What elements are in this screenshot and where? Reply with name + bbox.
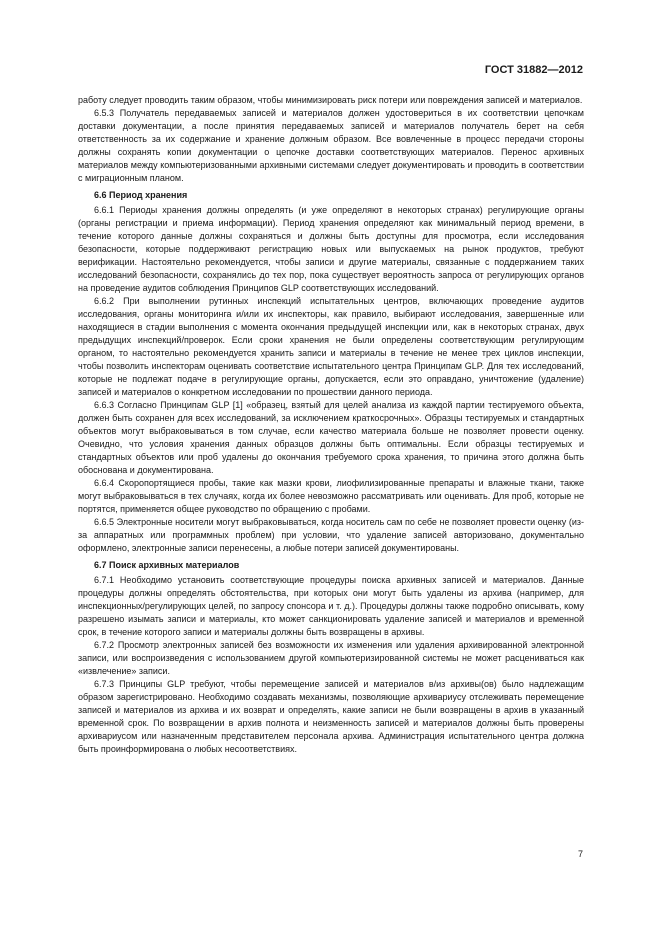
- paragraph-6-7-2: 6.7.2 Просмотр электронных записей без возможности их изменения или удаления архивированной электронной записи, или воспроизведения с использованием другой компьютеризированной системы не может расцениваться как «извлечение» записи.: [78, 640, 584, 676]
- standard-designation: ГОСТ 31882—2012: [484, 64, 583, 76]
- paragraph-6-7-1: 6.7.1 Необходимо установить соответствующие процедуры поиска архивных записей и материалов. Данные процедуры должны определять обстоятельства, при которых они могут быть удалены из архива (например, для инспекционных/регулирующих целей, по запросу спонсора и т. д.). Процедуры должны также подробно описывать, кому разрешено изымать записи и материалы, кто может санкционировать удаление записей и материалов и временной срок, в течение которого записи и материалы должны быть возвращены в архивы.: [78, 575, 584, 637]
- document-body: [78, 94, 584, 756]
- paragraph-6-6-5: 6.6.5 Электронные носители могут выбраковываться, когда носитель сам по себе не позволяет провести оценку (из-за аппаратных или программных проблем) при условии, что удаление записей авторизовано, документально оформлено, электронные записи перенесены, а любые потери записей документированы.: [78, 517, 584, 553]
- section-heading-6-7: 6.7 Поиск архивных материалов: [94, 560, 240, 570]
- paragraph-6-6-1: 6.6.1 Периоды хранения должны определять (и уже определяют в некоторых странах) регулирующие органы (органы регистрации и приема информации). Период хранения определяют как минимальный период времени, в течение которого данные должны сохраняться и должны быть доступны для просмотра, если исследования безопасности, которые поддерживают регистрацию новых или выпускаемых на рынок продуктов, требуют верификации. Настоятельно рекомендуется, чтобы записи и другие материалы, связанные с поддержанием таких исследований безопасности, сохранялись до тех пор, пока существует вероятность запроса от регулирующих органов на проведение аудитов соблюдения Принципов GLP соответствующих исследований.: [78, 205, 584, 293]
- paragraph-6-7-3: 6.7.3 Принципы GLP требуют, чтобы перемещение записей и материалов в/из архивы(ов) было надлежащим образом зарегистрировано. Необходимо создавать механизмы, позволяющие архивариусу отслеживать перемещение записей и материалов из архива и их возврат и определять, какие записи не были возвращены в архив в указанный временной срок. По возвращении в архив полнота и неизменность записей и материалов должны быть проверены архивариусом или назначенным представителем персонала архива. Администрация испытательного центра должна быть проинформирована о любых несоответствиях.: [78, 679, 584, 754]
- section-heading-6-6: 6.6 Период хранения: [94, 190, 188, 200]
- paragraph-continuation: работу следует проводить таким образом, чтобы минимизировать риск потери или повреждения записей и материалов.: [78, 95, 583, 105]
- paragraph-6-6-4: 6.6.4 Скоропортящиеся пробы, такие как мазки крови, лиофилизированные препараты и влажные ткани, также могут выбраковываться в тех случаях, когда их более невозможно рассматривать или оценивать. Для проб, которые не портятся, применяется общее руководство по обращению с пробами.: [78, 478, 584, 514]
- page-number: 7: [577, 849, 583, 859]
- paragraph-6-6-2: 6.6.2 При выполнении рутинных инспекций испытательных центров, включающих проведение аудитов исследования, органы мониторинга и/или их инспекторы, как правило, выбирают исследования, завершенные или находящиеся в стадии выполнения с момента окончания предыдущей инспекции или, как в некоторых странах, двух предыдущих инспекций/проверок. Если сроки хранения не были определены соответствующим регулирующим органом, то настоятельно рекомендуется хранить записи и материалы в течение не менее трех циклов инспекции, чтобы позволить инспекторам оценивать соответствие испытательного центра Принципам GLP. Для тех исследований, которые не подлежат подаче в регулирующие органы, допускается, если это оправдано, уничтожение (удаление) записей и материалов о конкретном исследовании по прошествии данного периода.: [78, 296, 584, 397]
- paragraph-6-6-3: 6.6.3 Согласно Принципам GLP [1] «образец, взятый для целей анализа из каждой партии тестируемого объекта, должен быть сохранен для всех исследований, за исключением краткосрочных». Образцы тестируемых и стандартных объектов могут выбраковываться в том случае, если качество материала больше не позволяет провести оценку. Очевидно, что условия хранения данных образцов должны быть оптимальны. Если образцы тестируемых и стандартных объектов или проб удалены до окончания требуемого срока хранения, то причина этого должна быть обоснована и документирована.: [78, 400, 584, 475]
- paragraph-6-5-3: 6.5.3 Получатель передаваемых записей и материалов должен удостовериться в их соответствии цепочкам доставки документации, а после принятия передаваемых записей и материалов получатель берет на себя ответственность за их содержание и хранение должным образом. Все вовлеченные в процесс передачи стороны должны сохранять копии документации о цепочке доставки соответствующих материалов. Перенос архивных материалов между компьютеризованными архивными системами следует документировать и проводить в соответствии с миграционным планом.: [78, 108, 584, 183]
